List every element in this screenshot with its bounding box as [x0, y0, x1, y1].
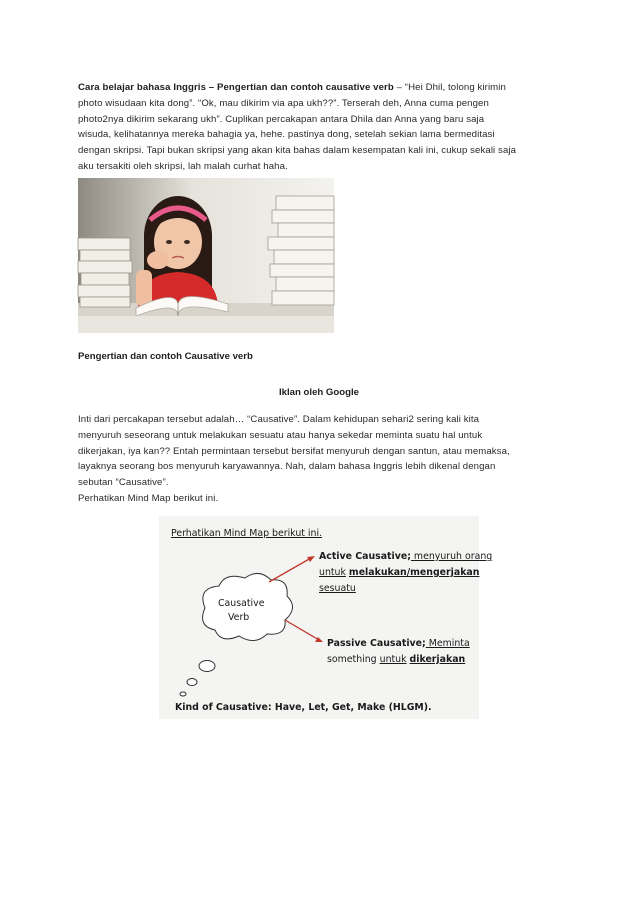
active-causative-line-2 [319, 567, 479, 578]
para-line-6: Perhatikan Mind Map berikut ini. [78, 492, 219, 504]
cloud-bubble-2 [187, 679, 197, 686]
intro-line-1-text: – “Hei Dhil, tolong kirimin [393, 82, 506, 93]
body-paragraph [78, 412, 560, 507]
para-line-3: dikerjakan, iya kan?? Entah permintaan tersebut bersifat menyuruh dengan santun, atau memaksa, [78, 445, 510, 457]
intro-line-5: dengan skripsi. Tapi bukan skripsi yang akan kita bahas dalam kesempatan kali ini, cukup sekali saja [78, 145, 517, 157]
active-causative-rest: menyuruh orang [410, 551, 493, 562]
passive-line-2-c: dikerjakan [409, 654, 466, 665]
passive-causative-rest: Meminta [425, 638, 470, 649]
intro-line-2: photo wisudaan kita dong”. “Ok, mau dikirim via apa ukh??”. Terserah deh, Anna cuma pengen [78, 97, 489, 109]
passive-line-2-b: untuk [379, 654, 407, 665]
intro-line-6: aku tersakiti oleh skripsi, lah malah curhat haha. [78, 160, 288, 172]
intro-line-4: wisuda, kelihatannya mereka bahagia ya, hehe. pastinya dong, setelah sekian lama bermeditasi [78, 129, 495, 141]
ad-label[interactable]: Iklan oleh Google [279, 387, 359, 398]
passive-causative-label: Passive Causative; [327, 638, 426, 649]
active-line-2-b: melakukan/mengerjakan [348, 567, 480, 578]
mindmap-heading: Perhatikan Mind Map berikut ini. [171, 528, 323, 539]
intro-line-3: photo2nya dikirim sekarang ukh”. Cuplikan percakapan antara Dhila dan Anna yang baru saja [78, 113, 485, 125]
active-causative-label: Active Causative; [319, 551, 411, 562]
cloud-bubble-3 [180, 692, 186, 696]
intro-paragraph [78, 80, 560, 175]
para-line-1: Inti dari percakapan tersebut adalah… “Causative”. Dalam kehidupan sehari2 sering kali kita [78, 414, 480, 425]
kinds-of-causative: Kind of Causative: Have, Let, Get, Make (HLGM). [175, 702, 432, 713]
para-line-4: layaknya seorang bos menyuruh karyawannya. Nah, dalam bahasa Inggris lebih dikenal dengan [78, 461, 496, 473]
arrow-to-passive [285, 620, 319, 640]
intro-line-1 [78, 80, 560, 96]
intro-title: Cara belajar bahasa Inggris – Pengertian dan contoh causative verb [78, 82, 394, 93]
section-heading: Pengertian dan contoh Causative verb [78, 351, 253, 362]
mind-map-image [159, 516, 493, 719]
active-line-2-a: untuk [319, 567, 346, 578]
cloud-bubble-1 [199, 661, 215, 672]
passive-line-2-a: something [327, 654, 377, 665]
passive-causative-line-2 [327, 654, 465, 665]
active-causative-line-3: sesuatu [319, 583, 356, 594]
para-line-2: menyuruh seseorang untuk melakukan sesuatu atau hanya sekedar meminta suatu hal untuk [78, 429, 483, 441]
active-causative-line-1 [319, 551, 492, 562]
arrow-to-active [269, 558, 311, 582]
arrow-head-active [307, 556, 315, 562]
mindmap-center-line-1: Causative [218, 598, 265, 609]
passive-causative-line-1 [327, 638, 470, 649]
girl-reading-photo [78, 178, 334, 333]
para-line-5: sebutan “Causative”. [78, 477, 169, 489]
mindmap-center-line-2: Verb [228, 612, 250, 623]
